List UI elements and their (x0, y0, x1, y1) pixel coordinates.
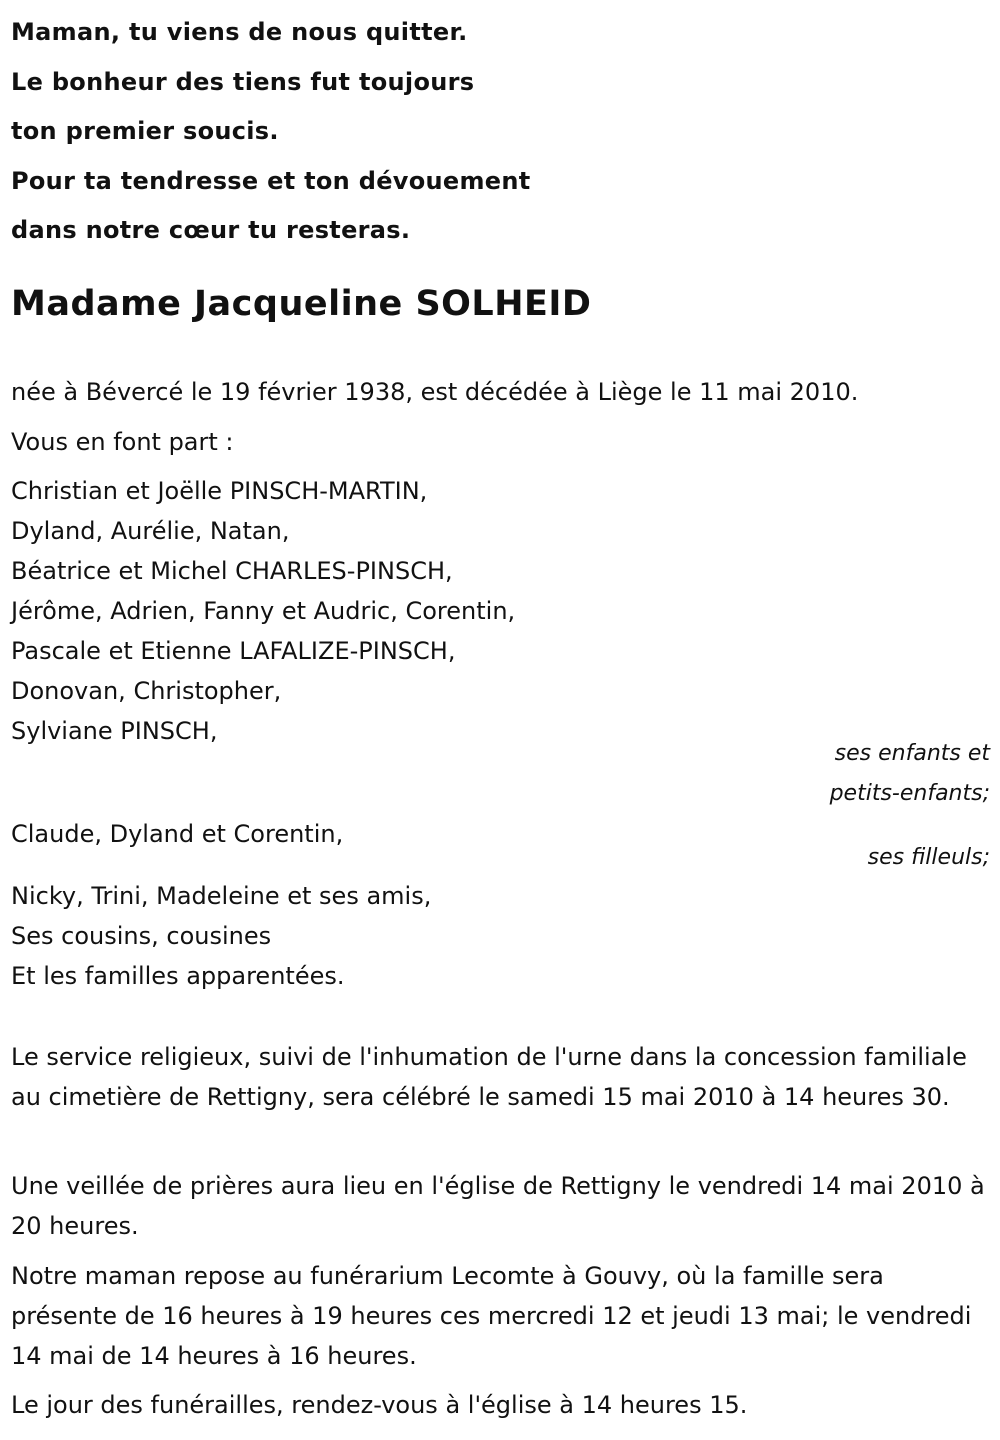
poem (11, 8, 711, 256)
family-line: Donovan, Christopher, (11, 677, 282, 705)
family-line: Jérôme, Adrien, Fanny et Audric, Corentin, (11, 597, 516, 625)
family-line: Dyland, Aurélie, Natan, (11, 517, 290, 545)
relatives-line: Nicky, Trini, Madeleine et ses amis, (11, 882, 432, 910)
deceased-name: Madame Jacqueline SOLHEID (11, 284, 592, 324)
children-role-label: ses enfants et (834, 741, 990, 766)
poem-line: dans notre cœur tu resteras. (11, 216, 411, 244)
service-paragraph: Le service religieux, suivi de l'inhumation de l'urne dans la concession familiale au cimetière de Rettigny, sera célébré le samedi 15 mai 2010 à 14 heures 30. (11, 1043, 967, 1111)
family-line: Pascale et Etienne LAFALIZE-PINSCH, (11, 637, 456, 665)
family-line: Béatrice et Michel CHARLES-PINSCH, (11, 557, 453, 585)
funeral-day-paragraph: Le jour des funérailles, rendez-vous à l'église à 14 heures 15. (11, 1391, 748, 1419)
poem-line: Le bonheur des tiens fut toujours (11, 67, 475, 96)
birth-death-line: née à Bévercé le 19 février 1938, est décédée à Liège le 11 mai 2010. (11, 378, 859, 406)
funerarium-paragraph: Notre maman repose au funérarium Lecomte à Gouvy, où la famille sera présente de 16 heures à 19 heures ces mercredi 12 et jeudi 13 mai; le vendredi 14 mai de 14 heures à 16 heures. (11, 1262, 972, 1370)
relatives-line: Et les familles apparentées. (11, 962, 345, 990)
family-line: Sylviane PINSCH, (11, 717, 218, 745)
announcement-intro: Vous en font part : (11, 428, 234, 456)
poem-line: Pour ta tendresse et ton dévouement (11, 166, 531, 195)
godchildren-role-label: ses filleuls; (867, 845, 990, 870)
family-line: Christian et Joëlle PINSCH-MARTIN, (11, 477, 428, 505)
vigil-paragraph: Une veillée de prières aura lieu en l'église de Rettigny le vendredi 14 mai 2010 à 20 heures. (11, 1172, 985, 1240)
poem-line: ton premier soucis. (11, 117, 279, 145)
godchildren-line: Claude, Dyland et Corentin, (11, 820, 344, 848)
children-role-label: petits-enfants; (829, 781, 990, 806)
relatives-line: Ses cousins, cousines (11, 922, 272, 950)
poem-line: Maman, tu viens de nous quitter. (11, 18, 468, 46)
